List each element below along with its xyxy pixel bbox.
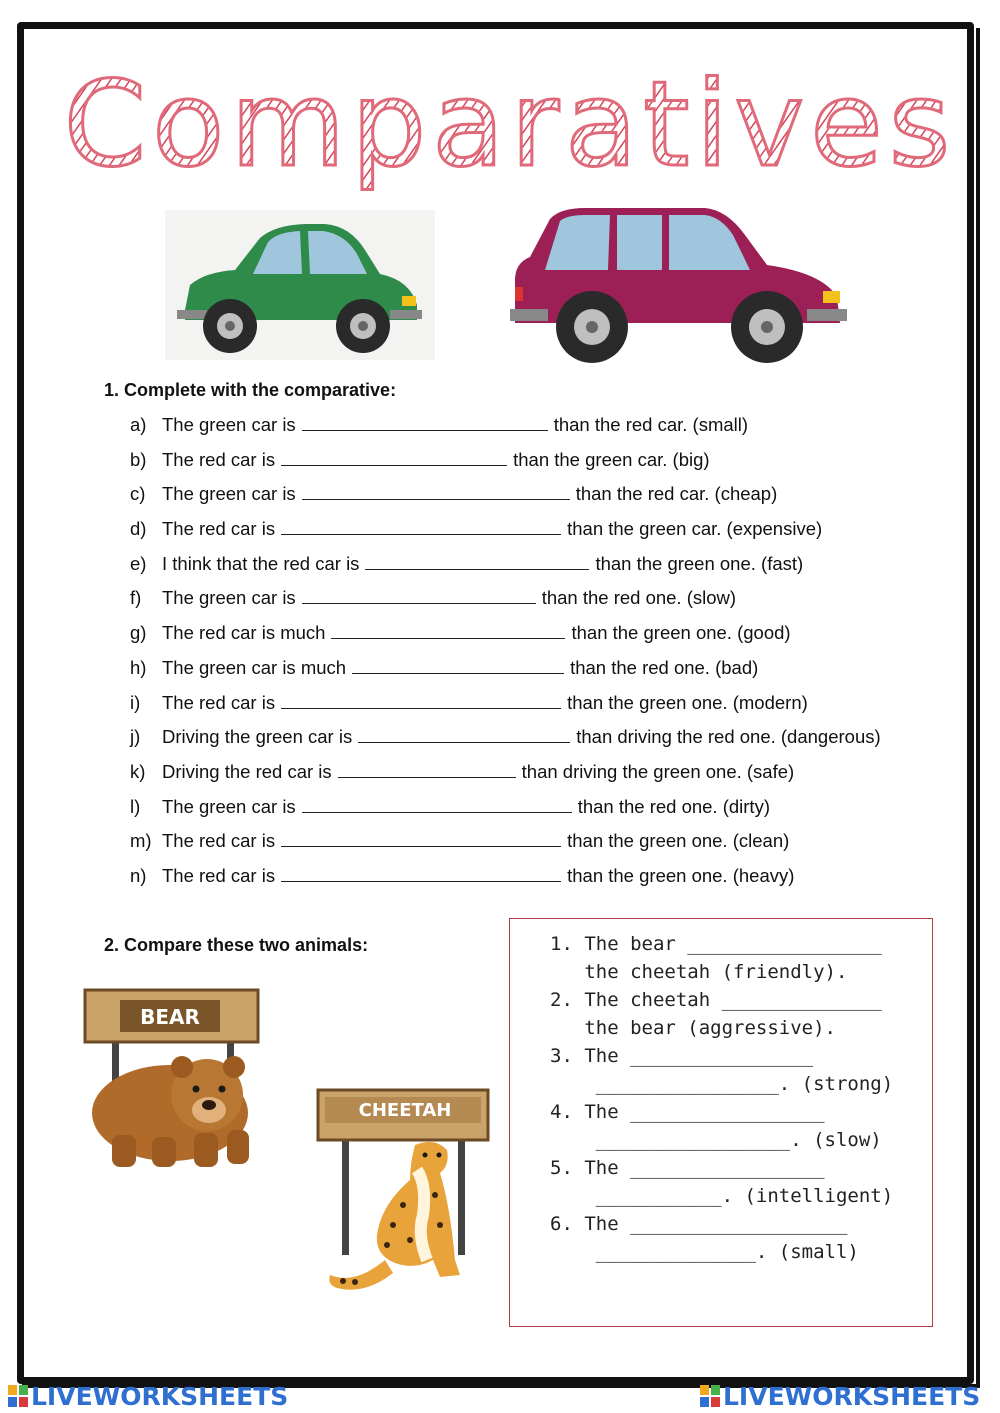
exercise-item — [130, 690, 950, 725]
animal-exercise-line[interactable]: 3. The ________________ — [550, 1045, 814, 1067]
exercise-letter: b) — [130, 448, 147, 470]
exercise-text-before: The red car is much — [162, 622, 326, 644]
exercise-text-before: The green car is — [162, 587, 296, 609]
exercise-text-after: than the red one. (slow) — [541, 587, 737, 609]
bear-image — [82, 985, 262, 1175]
answer-blank[interactable] — [352, 656, 564, 674]
exercise-letter: i) — [130, 691, 141, 713]
answer-blank[interactable] — [358, 725, 570, 743]
exercise-item — [130, 412, 950, 447]
exercise-text-after: than the green one. (fast) — [595, 552, 804, 574]
animal-exercise-line[interactable]: the bear (aggressive). — [550, 1017, 836, 1039]
footer-logo-left — [8, 1380, 288, 1412]
liveworksheets-icon — [700, 1385, 720, 1407]
animal-exercise-line[interactable]: ________________. (strong) — [550, 1073, 894, 1095]
exercise-text-before: The red car is — [162, 518, 276, 540]
answer-blank[interactable] — [281, 691, 561, 709]
footer-logo-right — [700, 1380, 980, 1412]
answer-blank[interactable] — [338, 760, 516, 778]
exercise-item — [130, 551, 950, 586]
animal-exercise-line[interactable]: 2. The cheetah ______________ — [550, 989, 882, 1011]
animal-exercise-line[interactable]: ___________. (intelligent) — [550, 1185, 894, 1207]
animal-exercise-line[interactable]: 1. The bear _________________ — [550, 933, 882, 955]
exercise-letter: k) — [130, 760, 146, 782]
animal-exercise-line[interactable]: _________________. (slow) — [550, 1129, 882, 1151]
answer-blank[interactable] — [302, 413, 548, 431]
exercise-text-after: than the red one. (bad) — [570, 656, 759, 678]
exercise-text-after: than driving the red one. (dangerous) — [576, 726, 881, 748]
exercise-letter: f) — [130, 587, 142, 609]
exercise-item — [130, 655, 950, 690]
section-2-heading: 2. Compare these two animals: — [104, 935, 369, 955]
exercise-text-after: than the green car. (big) — [513, 448, 710, 470]
answer-blank[interactable] — [302, 586, 536, 604]
red-car-image — [505, 205, 850, 365]
exercise-item — [130, 759, 950, 794]
exercise-item — [130, 585, 950, 620]
exercise-1-list — [130, 412, 950, 898]
exercise-2-list — [550, 930, 893, 1266]
footer-logo-text: LIVEWORKSHEETS — [31, 1381, 289, 1411]
exercise-item — [130, 620, 950, 655]
exercise-item — [130, 828, 950, 863]
exercise-text-before: The red car is — [162, 830, 276, 852]
exercise-text-before: The green car is — [162, 483, 296, 505]
bear-sign-label: BEAR — [140, 1005, 200, 1029]
exercise-letter: d) — [130, 518, 147, 540]
exercise-text-after: than the green one. (modern) — [567, 691, 808, 713]
exercise-text-after: than the green one. (clean) — [567, 830, 790, 852]
exercise-text-before: The red car is — [162, 448, 276, 470]
answer-blank[interactable] — [365, 552, 589, 570]
page-title: Comparatives — [63, 55, 957, 193]
exercise-text-after: than the red car. (cheap) — [575, 483, 778, 505]
animal-exercise-line[interactable]: the cheetah (friendly). — [550, 961, 848, 983]
answer-blank[interactable] — [281, 448, 507, 466]
exercise-text-before: The green car is much — [162, 656, 347, 678]
exercise-item — [130, 481, 950, 516]
exercise-item — [130, 794, 950, 829]
exercise-letter: l) — [130, 795, 141, 817]
exercise-text-after: than the green one. (heavy) — [567, 864, 795, 886]
exercise-text-before: The green car is — [162, 795, 296, 817]
exercise-item — [130, 516, 950, 551]
exercise-letter: c) — [130, 483, 146, 505]
answer-blank[interactable] — [302, 482, 570, 500]
cheetah-image — [315, 1085, 495, 1300]
animal-exercise-line[interactable]: ______________. (small) — [550, 1241, 859, 1263]
exercise-letter: n) — [130, 864, 147, 886]
exercise-letter: a) — [130, 414, 147, 435]
exercise-text-before: Driving the green car is — [162, 726, 353, 748]
animal-exercise-line[interactable]: 5. The _________________ — [550, 1157, 825, 1179]
answer-blank[interactable] — [302, 795, 572, 813]
exercise-item — [130, 863, 950, 898]
animal-exercise-line[interactable]: 6. The ___________________ — [550, 1213, 848, 1235]
title-banner — [63, 50, 957, 193]
exercise-text-before: The green car is — [162, 414, 296, 435]
exercise-text-before: Driving the red car is — [162, 760, 332, 782]
exercise-letter: g) — [130, 622, 147, 644]
answer-blank[interactable] — [281, 864, 561, 882]
exercise-text-after: than the red car. (small) — [553, 414, 749, 435]
answer-blank[interactable] — [281, 517, 561, 535]
exercise-text-after: than the green car. (expensive) — [567, 518, 823, 540]
exercise-letter: e) — [130, 552, 147, 574]
answer-blank[interactable] — [281, 829, 561, 847]
liveworksheets-icon — [8, 1385, 28, 1407]
exercise-letter: j) — [130, 726, 141, 748]
green-car-image — [165, 210, 435, 360]
exercise-letter: m) — [130, 830, 152, 852]
exercise-text-before: The red car is — [162, 864, 276, 886]
exercise-letter: h) — [130, 656, 147, 678]
exercise-text-before: I think that the red car is — [162, 552, 360, 574]
cheetah-sign-label: CHEETAH — [358, 1100, 452, 1121]
exercise-text-after: than driving the green one. (safe) — [521, 760, 795, 782]
exercise-item — [130, 447, 950, 482]
exercise-text-before: The red car is — [162, 691, 276, 713]
footer-logo-text: LIVEWORKSHEETS — [723, 1381, 981, 1411]
exercise-item — [130, 724, 950, 759]
section-1-heading: 1. Complete with the comparative: — [104, 380, 397, 400]
exercise-text-after: than the green one. (good) — [571, 622, 791, 644]
answer-blank[interactable] — [331, 621, 565, 639]
exercise-text-after: than the red one. (dirty) — [577, 795, 770, 817]
animal-exercise-line[interactable]: 4. The _________________ — [550, 1101, 825, 1123]
